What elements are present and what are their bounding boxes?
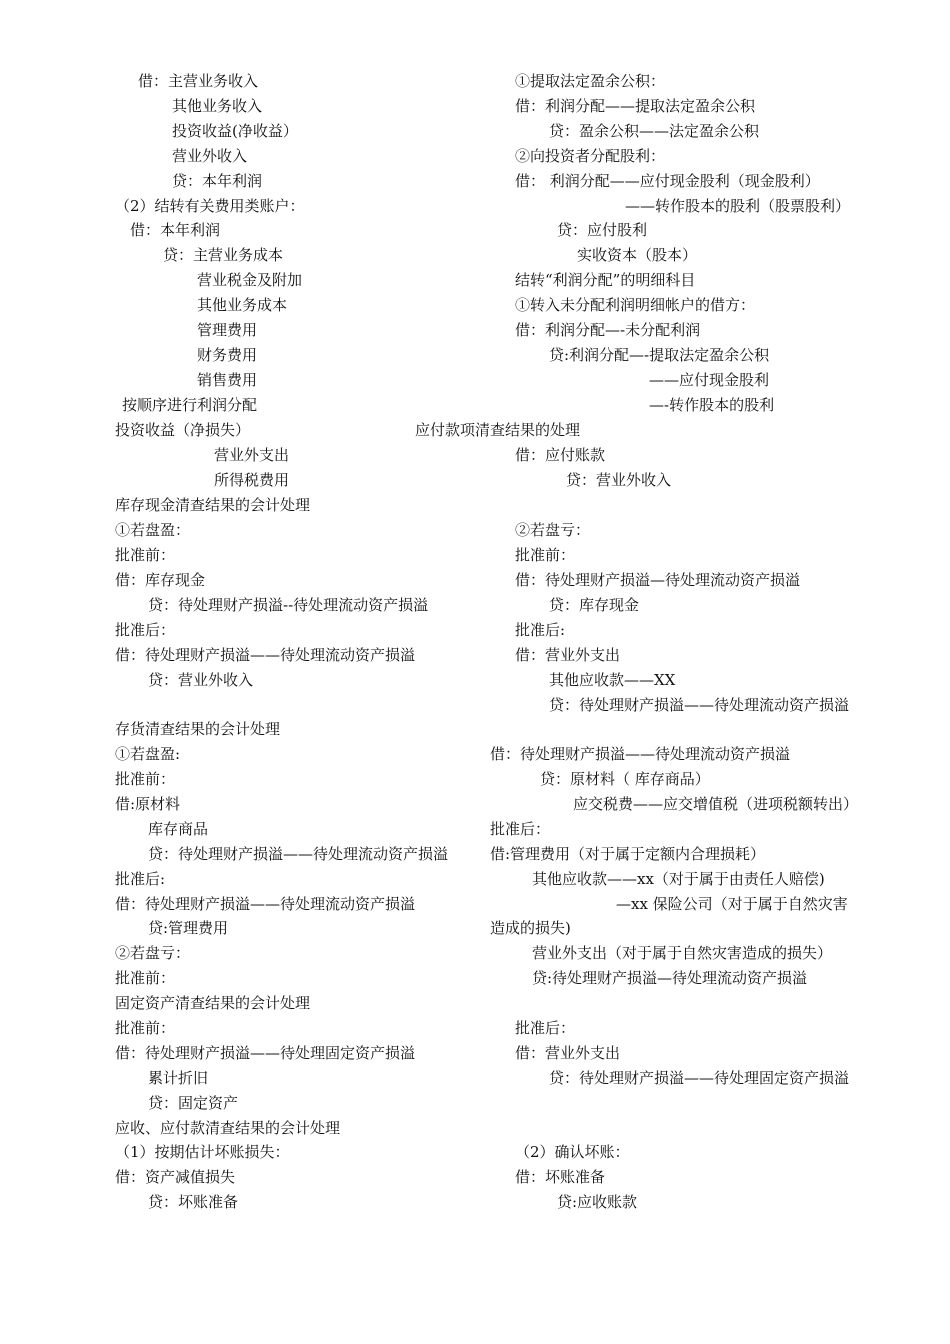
text-line: 借：营业外支出 [515, 646, 621, 664]
text-line: 实收资本（股本） [577, 246, 698, 264]
text-line: ②若盘亏： [515, 521, 591, 539]
text-line: 其他应收款——xx（对于属于由责任人赔偿) [532, 870, 825, 888]
text-line: 借：应付账款 [515, 446, 606, 464]
text-line: 应交税费——应交增值税（进项税额转出） [573, 795, 859, 813]
text-line: 投资收益(净收益） [172, 122, 298, 140]
text-line: —-转作股本的股利 [649, 396, 775, 414]
text-line: 贷：待处理财产损溢--待处理流动资产损溢 [148, 596, 429, 614]
text-line: 贷：库存现金 [549, 596, 640, 614]
text-line: 营业外支出 [214, 446, 290, 464]
text-line: 贷：本年利润 [172, 172, 263, 190]
text-line: 累计折旧 [148, 1069, 209, 1087]
text-line: 造成的损失) [490, 919, 571, 937]
text-line: ①提取法定盈余公积： [515, 72, 666, 90]
text-line: 贷：固定资产 [148, 1094, 239, 1112]
text-line: 投资收益（净损失） [115, 421, 251, 439]
text-line: 销售费用 [197, 371, 258, 389]
text-line: （2）结转有关费用类账户： [115, 197, 305, 215]
text-line: ①若盘盈： [115, 521, 191, 539]
text-line: ①若盘盈: [115, 745, 181, 763]
text-line: 贷：待处理财产损溢——待处理流动资产损溢 [549, 696, 850, 714]
text-line: 批准后: [515, 621, 566, 639]
text-line: 借：资产减值损失 [115, 1168, 236, 1186]
text-line: 贷：原材料（ 库存商品） [540, 770, 710, 788]
text-line: 贷：营业外收入 [148, 671, 254, 689]
section-heading: 应收、应付款清查结果的会计处理 [115, 1119, 341, 1137]
text-line: 财务费用 [197, 346, 258, 364]
text-line: 库存商品 [148, 820, 209, 838]
text-line: 按顺序进行利润分配 [122, 396, 258, 414]
text-line: 营业外支出（对于属于自然灾害造成的损失） [532, 944, 833, 962]
text-line: 批准后： [515, 1019, 576, 1037]
text-line: 贷:管理费用 [148, 919, 229, 937]
text-line: ①转入未分配利润明细帐户的借方： [515, 296, 756, 314]
text-line: 批准后： [115, 621, 176, 639]
section-heading: 存货清查结果的会计处理 [115, 720, 281, 738]
text-line: 批准前： [115, 1019, 176, 1037]
text-line: 营业外收入 [172, 147, 248, 165]
text-line: 借:管理费用（对于属于定额内合理损耗） [490, 845, 766, 863]
text-line: 借：待处理财产损溢——待处理流动资产损溢 [115, 895, 416, 913]
text-line: 应付款项清查结果的处理 [415, 421, 581, 439]
text-line: 借：待处理财产损溢——待处理流动资产损溢 [490, 745, 791, 763]
text-line: 贷：应付股利 [557, 221, 648, 239]
text-line: 其他业务收入 [172, 97, 263, 115]
text-line: 贷:利润分配—-提取法定盈余公积 [549, 346, 770, 364]
text-line: —xx 保险公司（对于属于自然灾害 [616, 895, 848, 913]
text-line: 结转“利润分配”的明细科目 [515, 271, 696, 289]
section-heading: 库存现金清查结果的会计处理 [115, 496, 311, 514]
text-line: 贷：主营业务成本 [163, 246, 284, 264]
text-line: 批准后： [490, 820, 551, 838]
text-line: 贷：待处理财产损溢——待处理流动资产损溢 [148, 845, 449, 863]
text-line: 借：待处理财产损溢—待处理流动资产损溢 [515, 571, 801, 589]
text-line: 贷：待处理财产损溢——待处理固定资产损溢 [549, 1069, 850, 1087]
text-line: 批准前： [115, 969, 176, 987]
text-line: 借：利润分配—-未分配利润 [515, 321, 701, 339]
text-line: ——转作股本的股利（股票股利） [625, 197, 851, 215]
text-line: 借：坏账准备 [515, 1168, 606, 1186]
text-line: 借：利润分配——提取法定盈余公积 [515, 97, 756, 115]
text-line: （2）确认坏账： [515, 1143, 630, 1161]
text-line: 贷:应收账款 [557, 1193, 638, 1211]
text-line: 所得税费用 [214, 471, 290, 489]
text-line: 管理费用 [197, 321, 258, 339]
text-line: 借：本年利润 [130, 221, 221, 239]
text-line: 借：营业外支出 [515, 1044, 621, 1062]
text-line: 借： 利润分配——应付现金股利（现金股利） [515, 172, 820, 190]
text-line: 其他应收款——XX [549, 671, 676, 689]
text-line: ②若盘亏： [115, 944, 191, 962]
text-line: 营业税金及附加 [197, 271, 303, 289]
text-line: 借:原材料 [115, 795, 181, 813]
section-heading: 固定资产清查结果的会计处理 [115, 994, 311, 1012]
text-line: 借：待处理财产损溢——待处理流动资产损溢 [115, 646, 416, 664]
text-line: （1）按期估计坏账损失： [115, 1143, 290, 1161]
text-line: ——应付现金股利 [649, 371, 770, 389]
text-line: 借：待处理财产损溢——待处理固定资产损溢 [115, 1044, 416, 1062]
text-line: ②向投资者分配股利： [515, 147, 666, 165]
text-line: 贷：营业外收入 [566, 471, 672, 489]
text-line: 其他业务成本 [197, 296, 288, 314]
text-line: 贷:待处理财产损溢—待处理流动资产损溢 [532, 969, 808, 987]
text-line: 借：库存现金 [115, 571, 206, 589]
text-line: 批准前： [515, 546, 576, 564]
text-line: 批准前： [115, 546, 176, 564]
text-line: 批准后: [115, 870, 166, 888]
text-line: 批准前： [115, 770, 176, 788]
text-line: 贷：坏账准备 [148, 1193, 239, 1211]
text-line: 借：主营业务收入 [138, 72, 259, 90]
text-line: 贷：盈余公积——法定盈余公积 [549, 122, 760, 140]
